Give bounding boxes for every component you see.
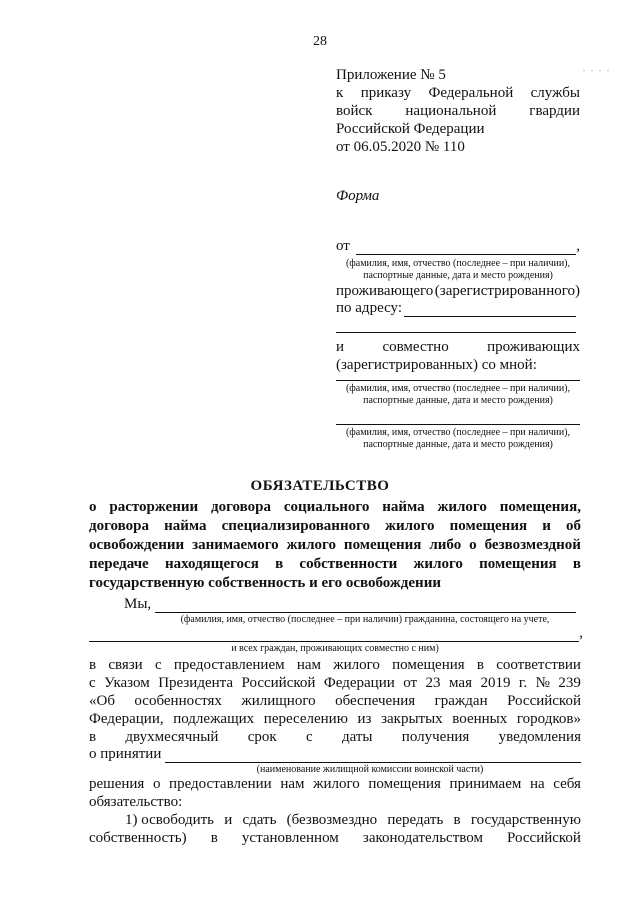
word: соответствии (496, 657, 581, 673)
word: нам (280, 776, 305, 792)
word: городков» (516, 711, 581, 727)
word: граждан (434, 693, 488, 709)
citizens-continuation-field[interactable] (89, 626, 579, 642)
word: подлежащих (173, 711, 255, 727)
word: в (453, 812, 461, 828)
word: найма (382, 499, 425, 515)
paragraph-line (89, 728, 581, 746)
document-subtitle (89, 498, 581, 593)
word: социального (283, 499, 370, 515)
caption-line: (фамилия, имя, отчество (последнее – при наличии), (345, 383, 571, 394)
word: Федеральной (428, 85, 514, 101)
item-1-paragraph (89, 811, 581, 847)
word: к (336, 85, 344, 101)
subtitle-line (89, 498, 581, 517)
word: в (210, 830, 218, 846)
word: 23 (425, 675, 441, 691)
decision-paragraph (89, 775, 581, 811)
word: Российской (507, 830, 581, 846)
word: передать (387, 812, 444, 828)
word: гвардии (529, 103, 580, 119)
adoption-label: о принятии (89, 746, 162, 762)
word: на (529, 776, 545, 792)
word: специализированного (221, 518, 371, 534)
word: законодательством (362, 830, 483, 846)
comma: , (576, 238, 580, 254)
word: себя (553, 776, 581, 792)
word: с (89, 675, 96, 691)
word: собственности (299, 556, 398, 572)
word: помещения (479, 556, 557, 572)
word: и (542, 518, 551, 534)
word: жилого (333, 657, 380, 673)
word: передаче (89, 556, 149, 572)
word: Президента (158, 675, 234, 691)
word: освобождении (89, 537, 185, 553)
word: решения (89, 776, 145, 792)
appendix-line: Приложение № 5 (336, 67, 446, 83)
word: проживающего (336, 283, 434, 299)
word: «Об (89, 693, 115, 709)
paragraph-line (89, 692, 581, 710)
word: о (152, 776, 161, 792)
word: от (403, 675, 418, 691)
paragraph-line (89, 710, 581, 728)
word: (безвозмездно (286, 812, 378, 828)
word: национальной (405, 103, 497, 119)
word: в (572, 556, 581, 572)
address-field[interactable] (404, 301, 576, 317)
word: предоставлением (173, 657, 285, 673)
comma: , (579, 625, 583, 641)
scan-mark: . . . . (583, 64, 611, 73)
word: государственную (470, 812, 581, 828)
word: даты (341, 729, 373, 745)
page-number: 28 (313, 34, 327, 49)
word: получения (401, 729, 470, 745)
form-label: Форма (336, 188, 380, 204)
paragraph-line (89, 674, 581, 692)
document-title: ОБЯЗАТЕЛЬСТВО (250, 478, 390, 494)
jointly-line (336, 338, 580, 356)
word: войск (336, 103, 373, 119)
word: найма (164, 518, 207, 534)
word: безвозмездной (484, 537, 581, 553)
field-caption (336, 427, 580, 451)
field-caption: (фамилия, имя, отчество (последнее – при наличии) гражданина, состоящего на учете, (180, 614, 550, 625)
word: помещения (449, 518, 528, 534)
word: жилого (437, 499, 487, 515)
word: о (89, 499, 97, 515)
caption-line: (фамилия, имя, отчество (последнее – при наличии), (345, 427, 571, 438)
appendix-line: Российской Федерации (336, 121, 485, 137)
from-row (336, 238, 580, 255)
word: собственность) (89, 830, 187, 846)
word: в (89, 657, 97, 673)
residing-line (336, 282, 580, 300)
cohabitant-field-2[interactable] (336, 424, 580, 425)
appendix-line: от 06.05.2020 № 110 (336, 139, 465, 155)
word: проживающих (487, 339, 580, 355)
word: установленном (241, 830, 339, 846)
adoption-row (89, 746, 581, 763)
field-caption: и всех граждан, проживающих совместно с ним) (231, 643, 439, 654)
word: помещения (392, 657, 465, 673)
word: помещения (343, 537, 422, 553)
applicant-name-field[interactable] (356, 239, 576, 255)
word: связи (108, 657, 143, 673)
word: предоставлении (169, 776, 272, 792)
appendix-block (336, 66, 580, 156)
subtitle-line: государственную собственность и его освобождении (89, 575, 441, 591)
citizens-name-field[interactable] (155, 597, 576, 613)
word: в (89, 729, 97, 745)
paragraph-line (89, 656, 581, 674)
paragraph-line: обязательство: (89, 794, 183, 810)
we-label: Мы, (124, 596, 152, 612)
word: № (535, 675, 550, 691)
word: особенностях (134, 693, 222, 709)
word: и (224, 812, 233, 828)
word: переселению (263, 711, 348, 727)
word: уведомления (498, 729, 581, 745)
word: договора (211, 499, 271, 515)
word: двухмесячный (125, 729, 219, 745)
caption-line: (фамилия, имя, отчество (последнее – при наличии), (345, 258, 571, 269)
word: Федерации, (89, 711, 164, 727)
word: либо (429, 537, 462, 553)
field-caption: (наименование жилищной комиссии воинской части) (256, 764, 484, 775)
registered-line: (зарегистрированных) со мной: (336, 357, 537, 373)
word: жилого (413, 556, 463, 572)
word: срок (247, 729, 277, 745)
word: совместно (382, 339, 449, 355)
word: об (565, 518, 581, 534)
word: мая (449, 675, 472, 691)
field-caption (336, 258, 580, 282)
word: (зарегистрированного) (434, 283, 580, 299)
word: закрытых (381, 711, 443, 727)
appendix-line (336, 102, 580, 120)
field-caption (336, 383, 580, 407)
word: с (305, 729, 313, 745)
word: расторжении (109, 499, 199, 515)
word: в (476, 657, 484, 673)
main-paragraph (89, 656, 581, 746)
word: Федерации (323, 675, 395, 691)
word: о (469, 537, 477, 553)
word: службы (530, 85, 580, 101)
paragraph-line (89, 829, 581, 847)
caption-line: паспортные данные, дата и место рождения) (363, 270, 553, 281)
from-label: от (336, 238, 350, 254)
cohabitant-field-1[interactable] (336, 380, 580, 381)
word: жилищного (241, 693, 316, 709)
word: в (275, 556, 284, 572)
word: жилого (385, 518, 435, 534)
word: помещения, (499, 499, 581, 515)
appendix-line (336, 84, 580, 102)
word: Российской (241, 675, 316, 691)
subtitle-line (89, 536, 581, 555)
word: 239 (558, 675, 581, 691)
caption-line: паспортные данные, дата и место рождения) (363, 395, 553, 406)
word: Указом (104, 675, 150, 691)
word: нам (296, 657, 322, 673)
word: 2019 (480, 675, 511, 691)
caption-line: паспортные данные, дата и место рождения) (363, 439, 553, 450)
commission-name-field[interactable] (165, 747, 581, 763)
word: находящегося (164, 556, 259, 572)
word: приказу (360, 85, 412, 101)
word: договора (89, 518, 149, 534)
word: помещения (368, 776, 441, 792)
we-row (124, 596, 576, 613)
word: обеспечения (335, 693, 416, 709)
address-field-line2[interactable] (336, 332, 576, 333)
word: сдать (242, 812, 277, 828)
subtitle-line (89, 517, 581, 536)
word: занимаемого (192, 537, 279, 553)
paragraph-line (89, 811, 581, 829)
word: и (336, 339, 345, 355)
word: жилого (286, 537, 336, 553)
address-row (336, 300, 576, 317)
word: из (357, 711, 372, 727)
word: военных (452, 711, 508, 727)
address-label: по адресу: (336, 300, 403, 316)
word: Российской (507, 693, 581, 709)
paragraph-line (89, 775, 581, 793)
citizens-row (89, 625, 583, 642)
word: жилого (313, 776, 360, 792)
word: 1) освободить (125, 812, 215, 828)
subtitle-line (89, 555, 581, 574)
word: принимаем (449, 776, 522, 792)
word: с (154, 657, 162, 673)
word: г. (518, 675, 528, 691)
